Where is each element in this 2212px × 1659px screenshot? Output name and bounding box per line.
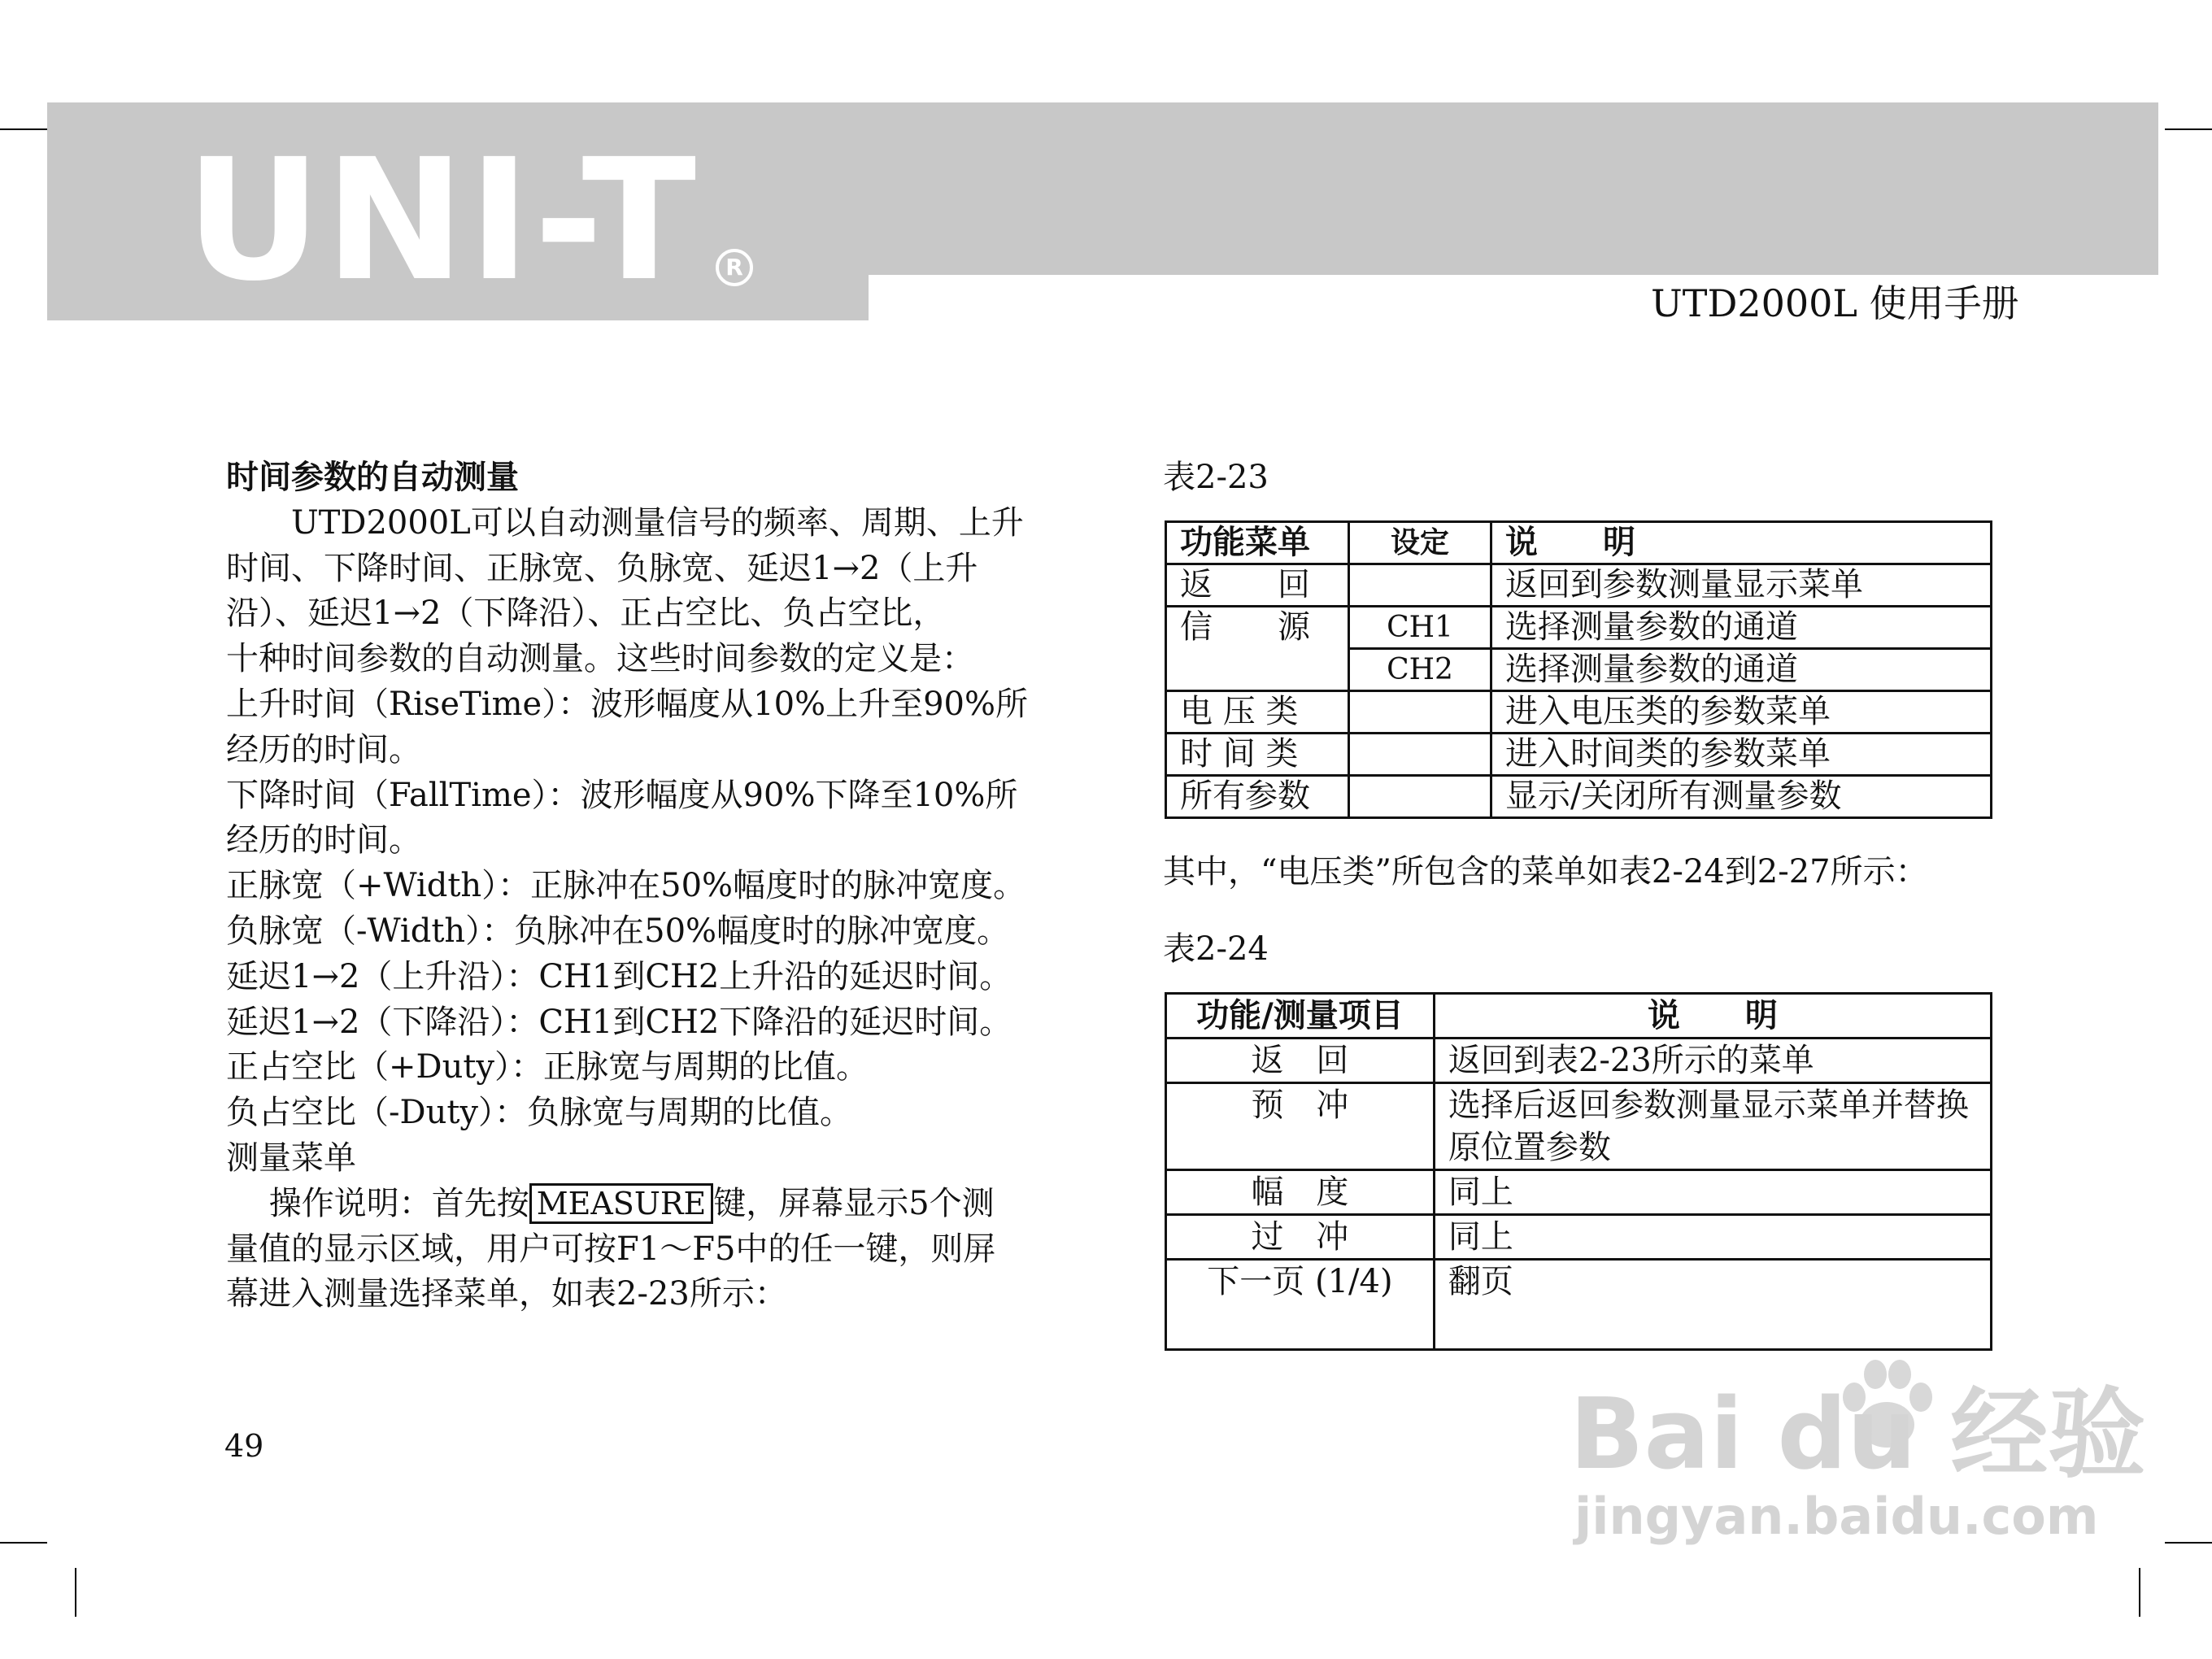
table-cell: 同上 [1434,1215,1991,1260]
paragraph-line: 延迟1→2（下降沿）：CH1到CH2下降沿的延迟时间。 [226,1003,1012,1041]
table-header-row [1166,522,1992,564]
brand-logo: UNI-T [185,123,700,318]
measure-key: MEASURE [529,1183,714,1224]
table-row [1166,1039,1992,1083]
operation-line [226,1182,1047,1227]
paragraph-line: 经历的时间。 [226,730,421,769]
operation-suffix: 键，屏幕显示5个测 [713,1184,995,1222]
left-column [226,455,1047,1317]
table-2-24 [1165,992,1992,1351]
table-row [1166,691,1992,734]
table1-caption: 表2-23 [1163,459,1269,496]
table-cell: 选择测量参数的通道 [1491,607,1992,649]
header-cell: 说 明 [1491,522,1992,564]
paragraph-line: 沿）、延迟1→2（下降沿）、正占空比、负占空比， [226,594,946,633]
paragraph-line: 上升时间（RiseTime）：波形幅度从10%上升至90%所 [226,685,1028,723]
table-cell: 电 压 类 [1166,691,1349,734]
table-row [1166,1170,1992,1215]
table-cell: CH2 [1349,649,1491,691]
crop-mark [2165,1542,2212,1544]
table-cell: 所有参数 [1166,776,1349,818]
paragraph-line: 延迟1→2（上升沿）：CH1到CH2上升沿的延迟时间。 [226,957,1012,995]
table-cell: CH1 [1349,607,1491,649]
table-cell: 预 冲 [1166,1083,1435,1170]
crop-mark [0,128,47,130]
watermark-main: Bai du 经验 [1570,1378,2146,1491]
table-cell: 选择后返回参数测量显示菜单并替换原位置参数 [1434,1083,1991,1170]
table-cell: 幅 度 [1166,1170,1435,1215]
table-row [1166,564,1992,607]
table-row [1166,607,1992,649]
registered-mark-icon: R [716,249,753,286]
table-cell: 信 源 [1166,607,1349,691]
table-cell [1349,776,1491,818]
table-cell: 返回到表2-23所示的菜单 [1434,1039,1991,1083]
table-cell: 下一页 (1/4) [1166,1260,1435,1350]
paragraph-line: 经历的时间。 [226,821,421,860]
section-heading: 时间参数的自动测量 [226,459,519,496]
paragraph-line: 负脉宽（-Width）：负脉冲在50%幅度时的脉冲宽度。 [226,912,1010,950]
table-cell: 返 回 [1166,1039,1435,1083]
watermark-url: jingyan.baidu.com [1574,1487,2099,1546]
table2-caption: 表2-24 [1163,930,1269,968]
paragraph-line: 正占空比（+Duty）：正脉宽与周期的比值。 [226,1048,869,1086]
paragraph-line: 时间、下降时间、正脉宽、负脉宽、延迟1→2（上升 [226,549,978,587]
header-cell: 功能菜单 [1166,522,1349,564]
paragraph-line: 下降时间（FallTime）：波形幅度从90%下降至10%所 [226,776,1018,814]
table-cell: 选择测量参数的通道 [1491,649,1992,691]
table-cell: 进入时间类的参数菜单 [1491,734,1992,776]
table-cell: 翻页 [1434,1260,1991,1350]
manual-title: UTD2000L 使用手册 [1651,281,2019,325]
table-cell: 返回到参数测量显示菜单 [1491,564,1992,607]
paragraph-line: 幕进入测量选择菜单，如表2-23所示： [226,1275,787,1313]
header-cell: 说 明 [1434,994,1991,1039]
header-cell: 设定 [1349,522,1491,564]
paragraph-line: UTD2000L可以自动测量信号的频率、周期、上升 [226,503,1024,542]
crop-mark [2165,128,2212,130]
table-header-row [1166,994,1992,1039]
table-cell: 显示/关闭所有测量参数 [1491,776,1992,818]
subheading: 测量菜单 [226,1139,356,1177]
paragraph-line: 正脉宽（+Width）：正脉冲在50%幅度时的脉冲宽度。 [226,867,1026,905]
operation-prefix: 操作说明：首先按 [226,1184,529,1222]
table-row [1166,734,1992,776]
table-cell: 返 回 [1166,564,1349,607]
paragraph-line: 量值的显示区域，用户可按F1～F5中的任一键，则屏 [226,1230,996,1268]
table-cell [1349,734,1491,776]
table-cell: 进入电压类的参数菜单 [1491,691,1992,734]
header-cell: 功能/测量项目 [1166,994,1435,1039]
crop-mark [2139,1568,2140,1617]
page-number: 49 [224,1428,264,1464]
crop-mark [0,1542,47,1544]
table-row [1166,1215,1992,1260]
table-cell: 过 冲 [1166,1215,1435,1260]
table-cell [1349,691,1491,734]
table-row [1166,1083,1992,1170]
crop-mark [75,1568,76,1617]
table-cell [1349,564,1491,607]
paragraph-line: 负占空比（-Duty）：负脉宽与周期的比值。 [226,1094,853,1132]
table-row [1166,776,1992,818]
table-2-23 [1165,520,1992,819]
baidu-watermark [1570,1378,2146,1546]
table-cell: 同上 [1434,1170,1991,1215]
table-row [1166,1260,1992,1350]
paragraph-line: 十种时间参数的自动测量。这些时间参数的定义是： [226,640,974,678]
note-text: 其中，“电压类”所包含的菜单如表2-24到2-27所示： [1163,853,1928,890]
table-cell: 时 间 类 [1166,734,1349,776]
